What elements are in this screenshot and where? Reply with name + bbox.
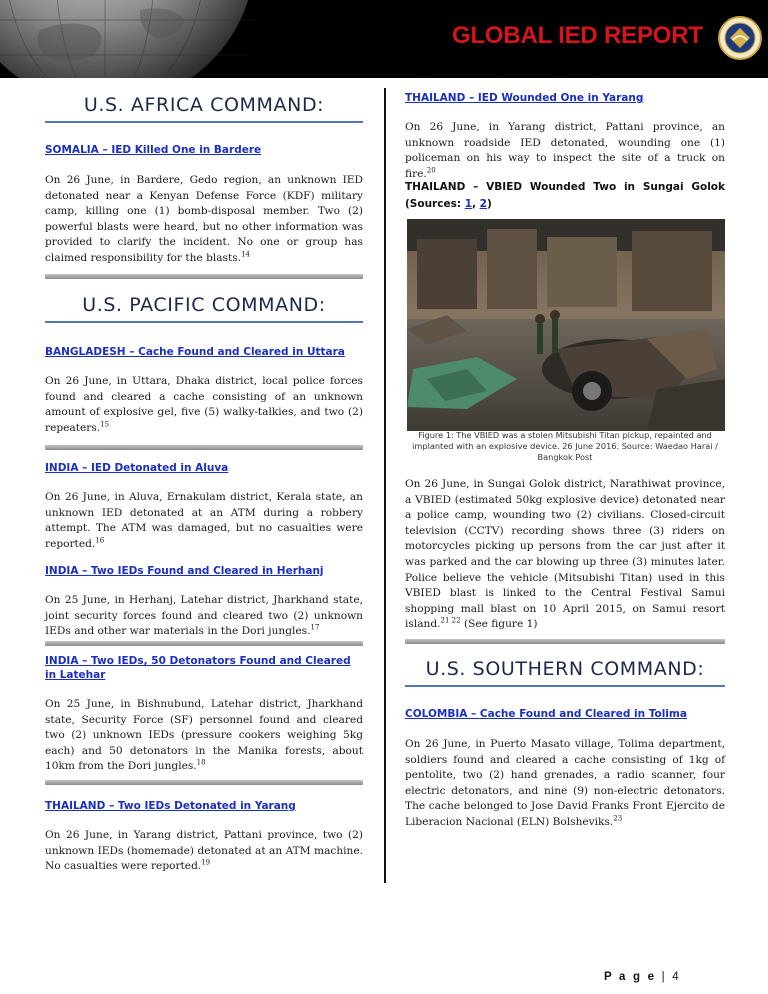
southern-heading-rule: [405, 685, 725, 687]
thailand-sungai-golok-item-title: THAILAND – VBIED Wounded Two in Sungai Golok (Sources: 1, 2): [405, 181, 725, 210]
thailand-yarang-two-item-title[interactable]: THAILAND – Two IEDs Detonated in Yarang: [45, 800, 296, 812]
somalia-item-text: On 26 June, in Bardere, Gedo region, an unknown IED detonated near a Kenyan Defense Force (KDF) military camp, killing one (1) bomb-disposal member. Two (2) powerful blasts were heard, but no other information was provided to clarify the incident. No one or group has claimed responsibility for the blasts.$^{14}$: [45, 174, 363, 264]
africa-heading-rule: [45, 121, 363, 123]
column-divider: [384, 88, 386, 883]
item-separator: [45, 445, 363, 450]
india-aluva-item-title[interactable]: INDIA – IED Detonated in Aluva: [45, 462, 229, 474]
colombia-item-text: On 26 June, in Puerto Masato village, Tolima department, soldiers found and cleared a cache consisting of 1kg of pentolite, two (2) hand grenades, a radio scanner, four electric detonators, and nine (9) non-electric detonators. The cache belonged to Jose David Franks Front Ejercito de Liberacion Nacional (ELN) Bolsheviks.$^{23}$: [405, 738, 725, 828]
thailand-yarang-one-item-title[interactable]: THAILAND – IED Wounded One in Yarang: [405, 92, 644, 104]
page-footer: [604, 971, 681, 983]
india-aluva-item-text: On 26 June, in Aluva, Ernakulam district, Kerala state, an unknown IED detonated at an ATM during a robbery attempt. The ATM was damaged, but no casualties were reported.$^{16}$: [45, 491, 363, 550]
section-separator: [45, 274, 363, 279]
department-seal-icon: [718, 16, 762, 60]
vbied-wreckage-photo: [407, 219, 725, 431]
source-link-1[interactable]: 1: [464, 198, 472, 210]
india-latehar-item-title[interactable]: INDIA – Two IEDs, 50 Detonators Found and Cleared in Latehar: [45, 655, 351, 681]
header-banner: [0, 0, 768, 78]
somalia-item-title[interactable]: SOMALIA – IED Killed One in Bardere: [45, 144, 262, 156]
page-number: 4: [672, 971, 681, 983]
source-link-2[interactable]: 2: [479, 198, 487, 210]
thailand-yarang-two-item-text: On 26 June, in Yarang district, Pattani province, two (2) unknown IEDs (homemade) detonated at an ATM machine. No casualties were reported.$^{19}$: [45, 829, 363, 873]
pacific-command-heading: U.S. PACIFIC COMMAND:: [82, 294, 326, 316]
bangladesh-item-text: On 26 June, in Uttara, Dhaka district, local police forces found and cleared a cache consisting of an unknown amount of explosive gel, five (5) walky-talkies, and two (2) repeaters.$^{15}$: [45, 375, 363, 434]
thailand-sungai-golok-item-text: On 26 June, in Sungai Golok district, Narathiwat province, a VBIED (estimated 50kg explosive device) detonated near a police camp, wounding two (2) civilians. Closed-circuit television (CCTV) recording shows three (3) riders on motorcycles picking up persons from the car just after it was parked and the car blowing up three (3) minutes later. Police believe the vehicle (Mitsubishi Titan) used in this VBIED blast is linked to the Central Festival Samui shopping mall blast on 10 April 2015, on Samui resort island.$^{21 22}$ (See figure 1): [405, 478, 725, 631]
report-title: GLOBAL IED REPORT: [452, 22, 703, 49]
pacific-heading-rule: [45, 321, 363, 323]
india-herhanj-item-title[interactable]: INDIA – Two IEDs Found and Cleared in Herhanj: [45, 565, 324, 577]
africa-command-heading: U.S. AFRICA COMMAND:: [83, 94, 325, 116]
southern-command-heading: U.S. SOUTHERN COMMAND:: [425, 658, 705, 680]
item-separator: [45, 641, 363, 646]
page-separator: |: [661, 971, 667, 983]
bangladesh-item-title[interactable]: BANGLADESH – Cache Found and Cleared in Uttara: [45, 346, 345, 358]
section-separator: [405, 639, 725, 644]
figure-caption: Figure 1: The VBIED was a stolen Mitsubishi Titan pickup, repainted and implanted with an explosive device. 26 June 2016. Source: Waedao Harai / Bangkok Post: [412, 430, 718, 463]
india-latehar-item-text: On 25 June, in Bishnubund, Latehar district, Jharkhand state, Security Force (SF) personnel found and cleared two (2) unknown IEDs (pressure cookers weighing 5kg each) and 50 detonators in the Manika forests, about 10km from the Dori jungles.$^{18}$: [45, 698, 363, 773]
page-label: P a g e: [604, 971, 657, 983]
india-herhanj-item-text: On 25 June, in Herhanj, Latehar district, Jharkhand state, joint security forces found and cleared two (2) unknown IEDs and other war materials in the Dori jungles.$^{17}$: [45, 594, 363, 638]
colombia-item-title[interactable]: COLOMBIA – Cache Found and Cleared in Tolima: [405, 708, 687, 720]
globe-graphic: [0, 0, 300, 78]
thailand-yarang-one-item-text: On 26 June, in Yarang district, Pattani province, an unknown roadside IED detonated, wounding one (1) policeman on his way to inspect the site of a truck on fire.$^{20}$: [405, 121, 725, 180]
item-separator: [45, 780, 363, 785]
